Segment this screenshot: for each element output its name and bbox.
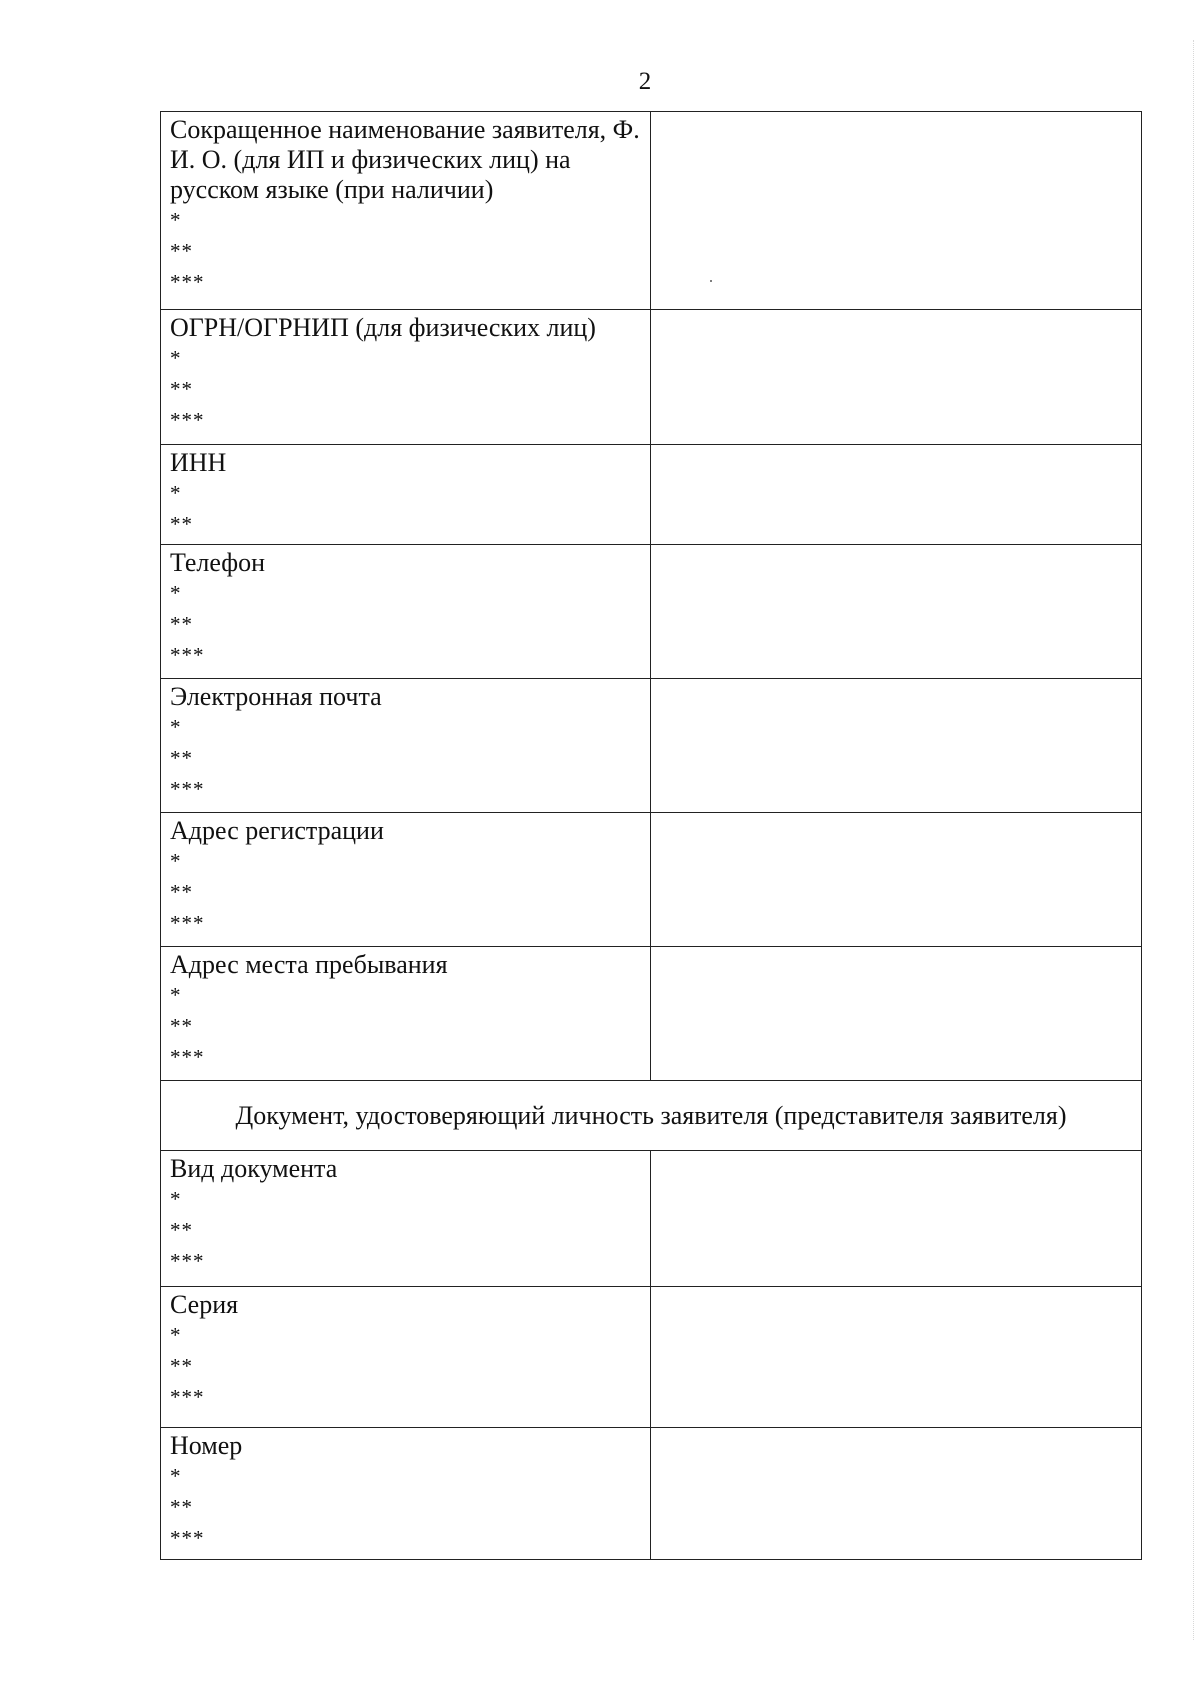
applicant-form-table [160, 111, 1142, 1560]
field-label-stay-address: Адрес места пребывания [170, 950, 448, 979]
mark-three: *** [170, 1045, 205, 1069]
value-cell-registration-address[interactable] [651, 813, 1142, 947]
value-cell-phone[interactable] [651, 545, 1142, 679]
scan-speck [710, 280, 712, 282]
mark-one: * [170, 849, 182, 873]
value-cell-email[interactable] [651, 679, 1142, 813]
row-label-cell [161, 947, 651, 1081]
table-row [161, 947, 1142, 1081]
row-label-cell [161, 813, 651, 947]
mark-two: ** [170, 377, 193, 401]
value-cell-inn[interactable] [651, 445, 1142, 545]
mark-two: ** [170, 1014, 193, 1038]
page-number: 2 [638, 68, 652, 95]
mark-three: *** [170, 643, 205, 667]
field-label-email: Электронная почта [170, 682, 382, 711]
field-label-phone: Телефон [170, 548, 266, 577]
scan-margin-noise [1190, 40, 1194, 1640]
mark-three: *** [170, 777, 205, 801]
value-cell-number[interactable] [651, 1428, 1142, 1560]
mark-two: ** [170, 1354, 193, 1378]
mark-one: * [170, 1187, 182, 1211]
field-label-ogrn: ОГРН/ОГРНИП (для физических лиц) [170, 313, 596, 342]
mark-three: *** [170, 270, 205, 294]
value-cell-ogrn[interactable] [651, 310, 1142, 445]
table-row [161, 445, 1142, 545]
value-cell-series[interactable] [651, 1287, 1142, 1428]
mark-one: * [170, 715, 182, 739]
mark-one: * [170, 481, 182, 505]
section-heading: Документ, удостоверяющий личность заявителя (представителя заявителя) [161, 1081, 1142, 1151]
field-label-document-type: Вид документа [170, 1154, 338, 1183]
mark-two: ** [170, 512, 193, 536]
table-row [161, 813, 1142, 947]
mark-three: *** [170, 1249, 205, 1273]
row-label-cell [161, 1428, 651, 1560]
table-row [161, 112, 1142, 310]
mark-two: ** [170, 1218, 193, 1242]
table-row [161, 1081, 1142, 1151]
mark-three: *** [170, 1526, 205, 1550]
mark-two: ** [170, 746, 193, 770]
mark-one: * [170, 1323, 182, 1347]
table-row [161, 545, 1142, 679]
row-label-cell [161, 112, 651, 310]
mark-two: ** [170, 239, 193, 263]
value-cell-stay-address[interactable] [651, 947, 1142, 1081]
mark-one: * [170, 983, 182, 1007]
row-label-cell [161, 545, 651, 679]
row-label-cell [161, 1151, 651, 1287]
mark-one: * [170, 1464, 182, 1488]
row-label-cell [161, 445, 651, 545]
table-row [161, 310, 1142, 445]
table-row [161, 1151, 1142, 1287]
row-label-cell [161, 1287, 651, 1428]
table-row [161, 1287, 1142, 1428]
table-row [161, 679, 1142, 813]
mark-three: *** [170, 1385, 205, 1409]
mark-two: ** [170, 612, 193, 636]
mark-three: *** [170, 408, 205, 432]
field-label-inn: ИНН [170, 448, 227, 477]
mark-one: * [170, 581, 182, 605]
mark-two: ** [170, 880, 193, 904]
field-label-registration-address: Адрес регистрации [170, 816, 384, 845]
row-label-cell [161, 310, 651, 445]
field-label-number: Номер [170, 1431, 243, 1460]
row-label-cell [161, 679, 651, 813]
mark-three: *** [170, 911, 205, 935]
mark-two: ** [170, 1495, 193, 1519]
mark-one: * [170, 208, 182, 232]
mark-one: * [170, 346, 182, 370]
field-label-short-name: Сокращенное наименование заявителя, Ф. И. О. (для ИП и физических лиц) на русском языке (при наличии) [170, 115, 640, 204]
value-cell-document-type[interactable] [651, 1151, 1142, 1287]
field-label-series: Серия [170, 1290, 239, 1319]
value-cell-short-name[interactable] [651, 112, 1142, 310]
table-row [161, 1428, 1142, 1560]
